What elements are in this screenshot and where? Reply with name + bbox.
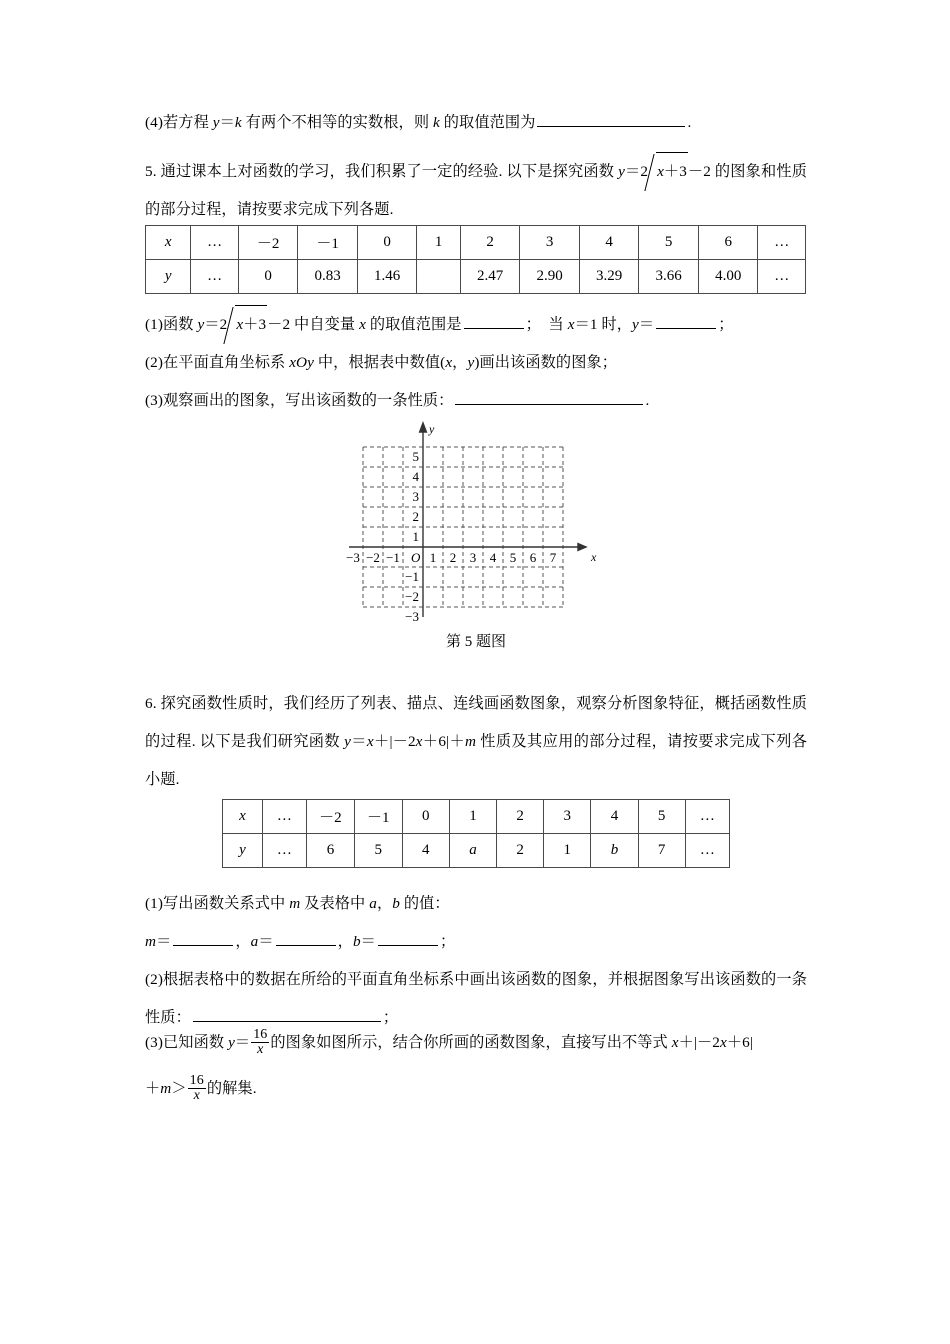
p6q1-ans-a: a — [250, 933, 259, 950]
p6q3-eq: ＝ — [234, 1034, 251, 1051]
p4-equals: ＝ — [219, 114, 235, 131]
table5-cell-x-9: 6 — [698, 226, 758, 260]
p5q1-end: ； — [718, 316, 734, 333]
table5-cell-y-1: 0 — [238, 260, 298, 294]
p5q3-end: . — [645, 392, 650, 409]
table6-row-label-y: y — [223, 834, 263, 868]
y-tick-4: 4 — [412, 469, 419, 484]
y-axis-arrow — [420, 423, 427, 432]
p4-var-k: k — [234, 114, 242, 131]
y-tick-1: 1 — [412, 529, 419, 544]
x-tick-3: 3 — [469, 550, 477, 565]
p6q1-var-b: b — [392, 895, 400, 912]
table-row-x — [223, 800, 730, 834]
p6q3-ineq-x2: x — [720, 1034, 727, 1051]
x-tick-4: 4 — [489, 550, 497, 565]
p6-stem-text-1: 探究函数性质时，我们经历了列表、描点、连线画函数图象，观察分析图象特征，概括函数性质的过程. 以下是我们研究函数 — [145, 695, 808, 750]
p5q2-var-x: x — [445, 354, 453, 371]
y-tick-3: 3 — [412, 489, 419, 504]
p5q1-text-c: 的取值范围是 — [365, 316, 462, 333]
p5-fn-minus2: －2 — [687, 163, 711, 180]
x-axis-label: x — [591, 550, 597, 564]
table6-cell-x-8: 5 — [638, 800, 685, 834]
p6-fn-y: y — [344, 733, 351, 750]
problem-6-q1 — [145, 885, 807, 923]
p5q1-semicolon: ； 当 — [525, 316, 568, 333]
p5q2-xoy: xOy — [289, 354, 314, 371]
y-tick-5: 5 — [412, 449, 419, 464]
p6q1-ans-end: ； — [439, 933, 456, 950]
p5-fn-coef: 2 — [640, 163, 649, 180]
p5q1-minus: －2 — [267, 316, 291, 333]
problem-5-figure-caption: 第 5 题图 — [445, 634, 506, 650]
p5-sqrt-expression — [649, 152, 688, 191]
table6-cell-y-3: 4 — [402, 834, 449, 868]
table6-cell-y-9: … — [685, 834, 729, 868]
p4-text-a: (4)若方程 — [145, 114, 213, 131]
table6-cell-x-0: … — [262, 800, 306, 834]
table6-cell-x-2: －1 — [354, 800, 402, 834]
p6q3-fraction-16-over-x — [251, 1028, 269, 1058]
p5q1-eq-1: ＝1 — [574, 316, 598, 333]
table6-cell-y-0: … — [262, 834, 306, 868]
table5-row-label-x: x — [146, 226, 191, 260]
p5q2-comma: ， — [452, 354, 468, 371]
p6-fn-m: m — [465, 733, 477, 750]
p4-text-b: 有两个不相等的实数根，则 — [241, 114, 434, 131]
table6-cell-x-7: 4 — [591, 800, 638, 834]
table5-cell-y-6: 2.90 — [520, 260, 580, 294]
y-axis-label: y — [429, 422, 435, 436]
axes — [349, 423, 586, 617]
problem-6-value-table — [222, 799, 730, 868]
problem-5-questions — [145, 305, 807, 420]
p5-number: 5. — [145, 163, 157, 180]
table6-cell-x-6: 3 — [544, 800, 591, 834]
problem-6-q3 — [145, 1020, 807, 1066]
p5q1-radicand-rest: ＋3 — [243, 316, 267, 333]
p5q3-answer-blank[interactable] — [455, 390, 643, 405]
problem-6-questions — [145, 885, 807, 1037]
problem-6-q1-answer-line — [145, 923, 807, 961]
p5q1-blank-1[interactable] — [464, 314, 524, 329]
p5q1-eq: ＝ — [204, 316, 220, 333]
p5q2-var-y: y — [467, 354, 475, 371]
p5q1-sqrt-expression — [228, 305, 267, 344]
problem-5-value-table — [145, 225, 806, 294]
table6-cell-x-9: … — [685, 800, 729, 834]
problem-6-stem — [145, 685, 807, 799]
table6-cell-y-1: 6 — [307, 834, 355, 868]
p6q3-ineq-rest2: ＋6| — [726, 1034, 753, 1051]
p6q3-line2-frac-denominator: x — [188, 1088, 206, 1103]
table6-cell-x-3: 0 — [402, 800, 449, 834]
p6q3-line2-plus: ＋ — [145, 1080, 161, 1097]
p6q3-line2-gt: ＞ — [171, 1080, 187, 1097]
y-tick--3: −3 — [405, 609, 419, 624]
p4-answer-blank[interactable] — [537, 112, 685, 127]
p5q3-text-a: (3)观察画出的图象，写出该函数的一条性质： — [145, 392, 454, 409]
p5q1-eq-2: ＝ — [638, 316, 655, 333]
table5-cell-y-0: … — [191, 260, 238, 294]
p6-fn-x: x — [366, 733, 374, 750]
p6q3-line2-fraction-16-over-x — [188, 1074, 206, 1104]
p5-radicand-rest: ＋3 — [663, 163, 687, 180]
table5-cell-x-8: 5 — [639, 226, 699, 260]
table6-cell-y-4: a — [449, 834, 496, 868]
x-tick-6: 6 — [529, 550, 537, 565]
y-tick--2: −2 — [405, 589, 419, 604]
p5q1-blank-2[interactable] — [656, 314, 716, 329]
p6q1-text-c: 的值： — [399, 895, 450, 912]
p6q3-ineq-x: x — [671, 1034, 679, 1051]
table5-cell-x-5: 2 — [460, 226, 520, 260]
p6q3-frac-numerator: 16 — [253, 1026, 268, 1042]
table5-cell-x-6: 3 — [520, 226, 580, 260]
p6-stem-text-2: 性质及其应用的部分过程，请按要求完成下列各小题. — [145, 733, 807, 788]
p6q2-text-a: (2)根据表格中的数据在所给的平面直角坐标系中画出该函数的图象，并根据图象写出该函数的一条性质： — [145, 971, 807, 1026]
table6-cell-y-7: b — [591, 834, 638, 868]
p6-number: 6. — [145, 695, 157, 712]
p6q1-ans-eq1: ＝ — [156, 933, 172, 950]
grid-lines — [363, 447, 563, 607]
p6q3-text-a: (3)已知函数 — [145, 1034, 229, 1051]
table5-cell-y-7: 3.29 — [579, 260, 639, 294]
problem-6-q3-line2 — [145, 1066, 807, 1112]
y-tick-2: 2 — [412, 509, 419, 524]
table5-cell-x-2: －1 — [298, 226, 358, 260]
problem-5-stem — [145, 152, 807, 229]
table5-cell-x-7: 4 — [579, 226, 639, 260]
p5-fn-y: y — [618, 163, 625, 180]
p6q1-ans-eq3: ＝ — [360, 933, 376, 950]
origin-label: O — [411, 550, 421, 565]
p6q1-comma: ， — [376, 895, 393, 912]
p6q1-var-m: m — [289, 895, 301, 912]
p6q3-line2-frac-numerator: 16 — [189, 1072, 204, 1088]
table-row-y — [223, 834, 730, 868]
p5q2-text-c: )画出该函数的图象； — [474, 354, 618, 371]
p5q1-radicand-x: x — [236, 316, 244, 333]
p4-var-k2: k — [433, 114, 440, 131]
p6q3-frac-denominator: x — [251, 1042, 269, 1057]
x-tick-2: 2 — [449, 550, 457, 565]
p6q3-text-b: 的图象如图所示，结合你所画的函数图象，直接写出不等式 — [270, 1034, 672, 1051]
p6q1-var-a: a — [369, 895, 377, 912]
p6q1-blank-b[interactable] — [378, 931, 438, 946]
table-row-x — [146, 226, 806, 260]
y-tick--1: −1 — [405, 569, 419, 584]
table5-cell-y-5: 2.47 — [460, 260, 520, 294]
p5q2-text-b: 中，根据表中数值( — [313, 354, 446, 371]
x-tick-labels — [346, 550, 557, 565]
table6-cell-x-1: －2 — [307, 800, 355, 834]
p5q1-var-y2: y — [632, 316, 639, 333]
table5-cell-x-10: … — [758, 226, 806, 260]
table5-cell-x-1: －2 — [238, 226, 298, 260]
table6-cell-y-2: 5 — [354, 834, 402, 868]
table6-cell-x-5: 2 — [497, 800, 544, 834]
p6-fn-eq: ＝ — [350, 733, 367, 750]
table5-cell-y-8: 3.66 — [639, 260, 699, 294]
p6q1-blank-a[interactable] — [276, 931, 336, 946]
y-tick-labels — [405, 449, 419, 624]
table6-cell-y-6: 1 — [544, 834, 591, 868]
problem-4-part-d — [145, 104, 807, 142]
x-tick-5: 5 — [509, 550, 517, 565]
problem-6-q3-wrap — [145, 1020, 807, 1112]
p6q1-text-b: 及表格中 — [300, 895, 370, 912]
problem-5-figure — [145, 415, 807, 663]
table5-cell-y-3: 1.46 — [357, 260, 417, 294]
table5-cell-y-10: … — [758, 260, 806, 294]
p6q1-ans-comma1: ， — [235, 933, 251, 950]
p5q1-var-x: x — [359, 316, 366, 333]
table5-cell-x-3: 0 — [357, 226, 417, 260]
p5q1-y: y — [197, 316, 205, 333]
p5q2-text-a: (2)在平面直角坐标系 — [145, 354, 290, 371]
p6q2-end: ； — [382, 1009, 399, 1026]
p6q3-line2-end: 的解集. — [206, 1080, 257, 1097]
p6q1-text-a: (1)写出函数关系式中 — [145, 895, 290, 912]
p5-fn-eq: ＝ — [624, 163, 641, 180]
x-tick-1: 1 — [429, 550, 437, 565]
table6-cell-y-8: 7 — [638, 834, 685, 868]
p6q1-ans-b: b — [352, 933, 361, 950]
table6-row-label-x: x — [223, 800, 263, 834]
table5-cell-x-4: 1 — [417, 226, 460, 260]
p6q3-line2-m: m — [160, 1080, 172, 1097]
p6q1-ans-comma2: ， — [337, 933, 353, 950]
p5-stem-text-2: 的图象和性质的部分过程，请按要求完成下列各题. — [145, 163, 807, 218]
p6q1-ans-eq2: ＝ — [258, 933, 274, 950]
coordinate-grid-svg — [341, 415, 611, 625]
x-tick-7: 7 — [549, 550, 557, 565]
p6-fn-plus6: ＋6|＋ — [422, 733, 466, 750]
p5q1-var-x2: x — [567, 316, 575, 333]
table5-cell-y-4 — [417, 260, 460, 294]
p5q1-text-b: 中自变量 — [290, 316, 360, 333]
p6-fn-plus: ＋|－2 — [373, 733, 416, 750]
p6q3-var-y: y — [228, 1034, 235, 1051]
p4-var-y: y — [212, 114, 220, 131]
problem-5-q2 — [145, 344, 807, 382]
table5-cell-y-2: 0.83 — [298, 260, 358, 294]
p5-stem-text-1: 通过课本上对函数的学习，我们积累了一定的经验. 以下是探究函数 — [160, 163, 619, 180]
x-tick--1: −1 — [386, 550, 400, 565]
p5q1-text-a: (1)函数 — [145, 316, 198, 333]
x-axis-arrow — [578, 544, 586, 551]
table-row-y — [146, 260, 806, 294]
table5-row-label-y: y — [146, 260, 191, 294]
table6-cell-y-5: 2 — [497, 834, 544, 868]
p4-period: . — [687, 114, 692, 131]
x-tick--2: −2 — [366, 550, 380, 565]
table5-cell-x-0: … — [191, 226, 238, 260]
p6q1-blank-m[interactable] — [173, 931, 233, 946]
p6q1-ans-m: m — [145, 933, 157, 950]
p5q1-coef: 2 — [219, 316, 228, 333]
p5-radicand-x: x — [657, 163, 664, 180]
problem-5-q1 — [145, 305, 807, 344]
x-tick--3: −3 — [346, 550, 360, 565]
table6-cell-x-4: 1 — [449, 800, 496, 834]
p6q3-ineq-rest: ＋|－2 — [678, 1034, 721, 1051]
p5q1-text-d: 时， — [597, 316, 633, 333]
table5-cell-y-9: 4.00 — [698, 260, 758, 294]
p6-fn-x2: x — [415, 733, 423, 750]
p4-text-c: 的取值范围为 — [439, 114, 536, 131]
